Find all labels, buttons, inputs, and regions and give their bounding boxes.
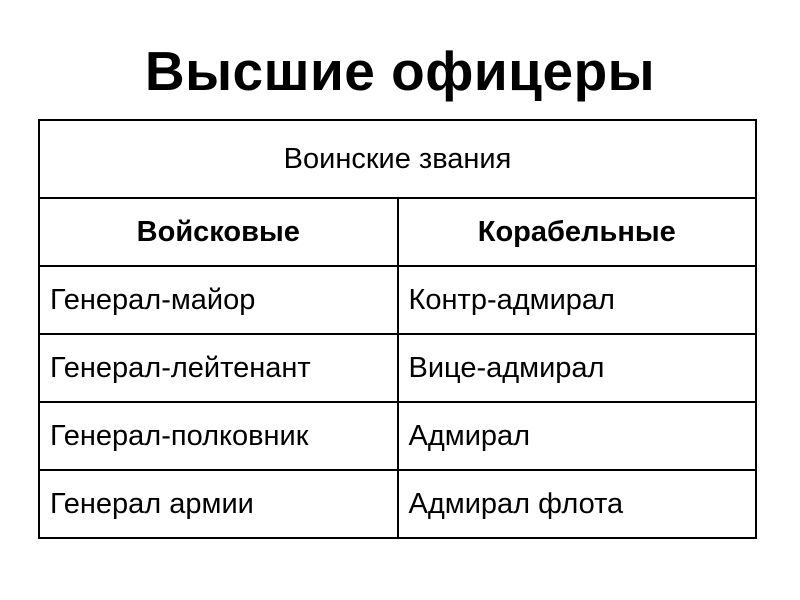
table-row xyxy=(39,470,756,538)
army-rank-cell: Генерал-полковник xyxy=(39,402,398,470)
ranks-table xyxy=(38,119,757,539)
navy-rank-cell: Контр-адмирал xyxy=(398,266,757,334)
table-row xyxy=(39,402,756,470)
table-row xyxy=(39,334,756,402)
slide-title: Высшие офицеры xyxy=(144,40,656,102)
navy-rank-cell: Вице-адмирал xyxy=(398,334,757,402)
army-rank-cell: Генерал армии xyxy=(39,470,398,538)
table-header-row xyxy=(39,198,756,266)
table-caption: Воинские звания xyxy=(39,120,756,198)
navy-rank-cell: Адмирал xyxy=(398,402,757,470)
navy-rank-cell: Адмирал флота xyxy=(398,470,757,538)
army-rank-cell: Генерал-майор xyxy=(39,266,398,334)
army-rank-cell: Генерал-лейтенант xyxy=(39,334,398,402)
table-caption-row xyxy=(39,120,756,198)
column-header-army: Войсковые xyxy=(39,198,398,266)
column-header-navy: Корабельные xyxy=(398,198,757,266)
table-row xyxy=(39,266,756,334)
